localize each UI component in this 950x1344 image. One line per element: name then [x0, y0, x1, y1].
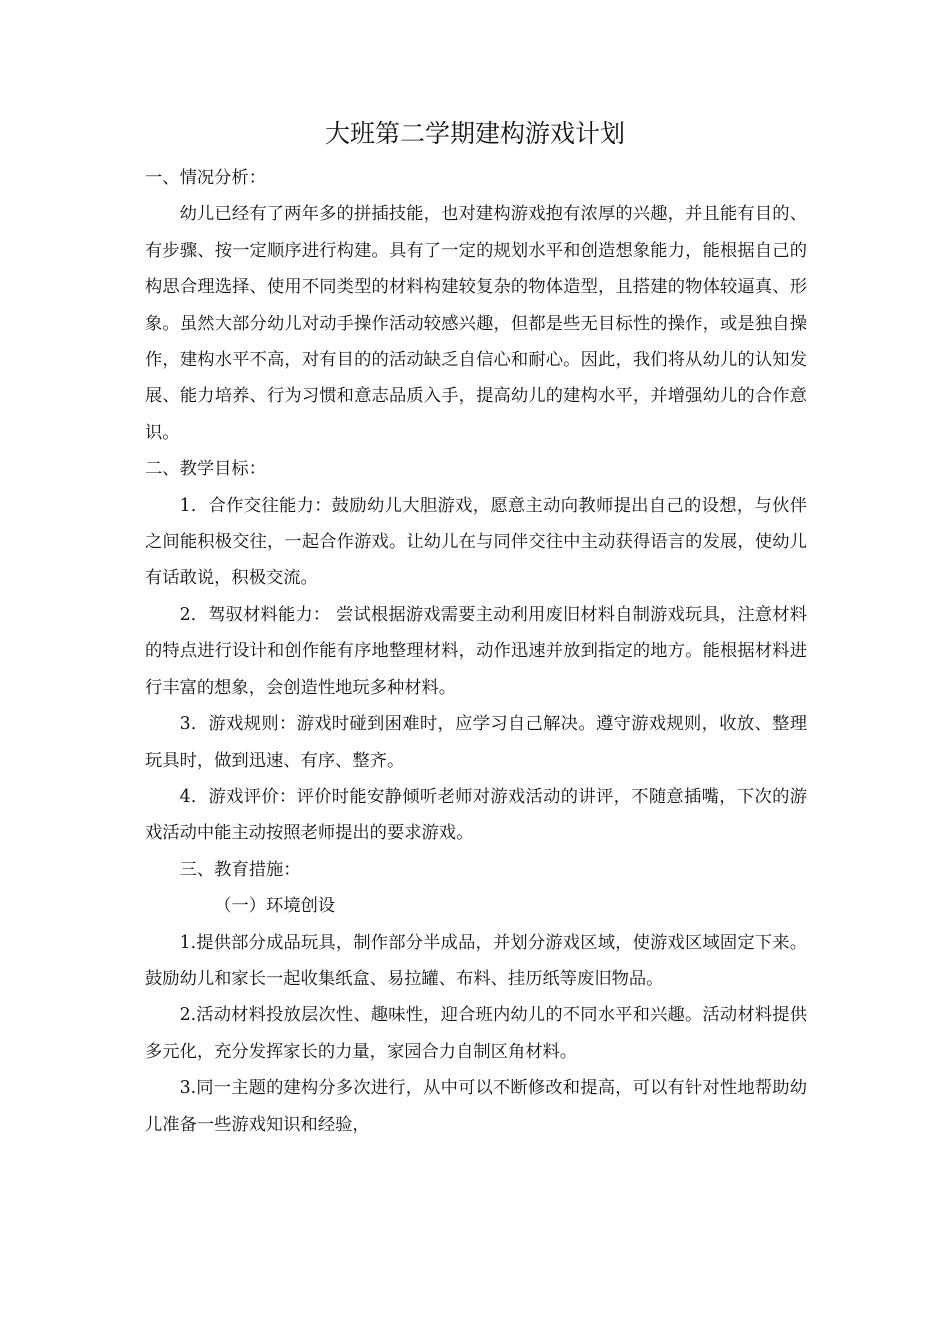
- paragraph-goal-3: 3．游戏规则：游戏时碰到困难时，应学习自己解决。遵守游戏规则，收放、整理玩具时，做到迅速、有序、整齐。: [145, 714, 807, 771]
- paragraph-analysis: 幼儿已经有了两年多的拼插技能，也对建构游戏抱有浓厚的兴趣，并且能有目的、有步骤、按一定顺序进行构建。具有了一定的规划水平和创造想象能力，能根据自己的构思合理选择、使用不同类型的材料构建较复杂的物体造型，且搭建的物体较逼真、形象。虽然大部分幼儿对动手操作活动较感兴趣，但都是些无目标性的操作，或是独自操作，建构水平不高，对有目的的活动缺乏自信心和耐心。因此，我们将从幼儿的认知发展、能力培养、行为习惯和意志品质入手，提高幼儿的建构水平，并增强幼儿的合作意识。: [145, 204, 807, 443]
- document-body: [145, 160, 807, 1143]
- paragraph-measure-1: 1.提供部分成品玩具，制作部分半成品，并划分游戏区域，使游戏区域固定下来。鼓励幼儿和家长一起收集纸盒、易拉罐、布料、挂历纸等废旧物品。: [145, 932, 807, 989]
- subheading-environment: （一）环境创设: [214, 896, 336, 917]
- paragraph-measure-2: 2.活动材料投放层次性、趣味性，迎合班内幼儿的不同水平和兴趣。活动材料提供多元化，充分发挥家长的力量，家园合力自制区角材料。: [145, 1005, 807, 1062]
- paragraph-goal-1: 1．合作交往能力：鼓励幼儿大胆游戏，愿意主动向教师提出自己的设想，与伙伴之间能积极交往，一起合作游戏。让幼儿在与同伴交往中主动获得语言的发展，使幼儿有话敢说，积极交流。: [145, 495, 807, 589]
- paragraph-goal-2: 2．驾驭材料能力： 尝试根据游戏需要主动利用废旧材料自制游戏玩具，注意材料的特点进行设计和创作能有序地整理材料，动作迅速并放到指定的地方。能根据材料进行丰富的想象，会创造性地玩多种材料。: [145, 604, 807, 698]
- section-heading-goals: 二、教学目标：: [145, 459, 266, 480]
- paragraph-goal-4: 4．游戏评价：评价时能安静倾听老师对游戏活动的讲评，不随意插嘴，下次的游戏活动中能主动按照老师提出的要求游戏。: [145, 786, 807, 844]
- section-heading-analysis: 一、情况分析：: [145, 168, 266, 188]
- section-heading-measures: 三、教育措施：: [179, 859, 301, 880]
- document-title: 大班第二学期建构游戏计划: [324, 119, 625, 148]
- paragraph-measure-3: 3.同一主题的建构分多次进行，从中可以不断修改和提高，可以有针对性地帮助幼儿准备一些游戏知识和经验，: [145, 1078, 807, 1135]
